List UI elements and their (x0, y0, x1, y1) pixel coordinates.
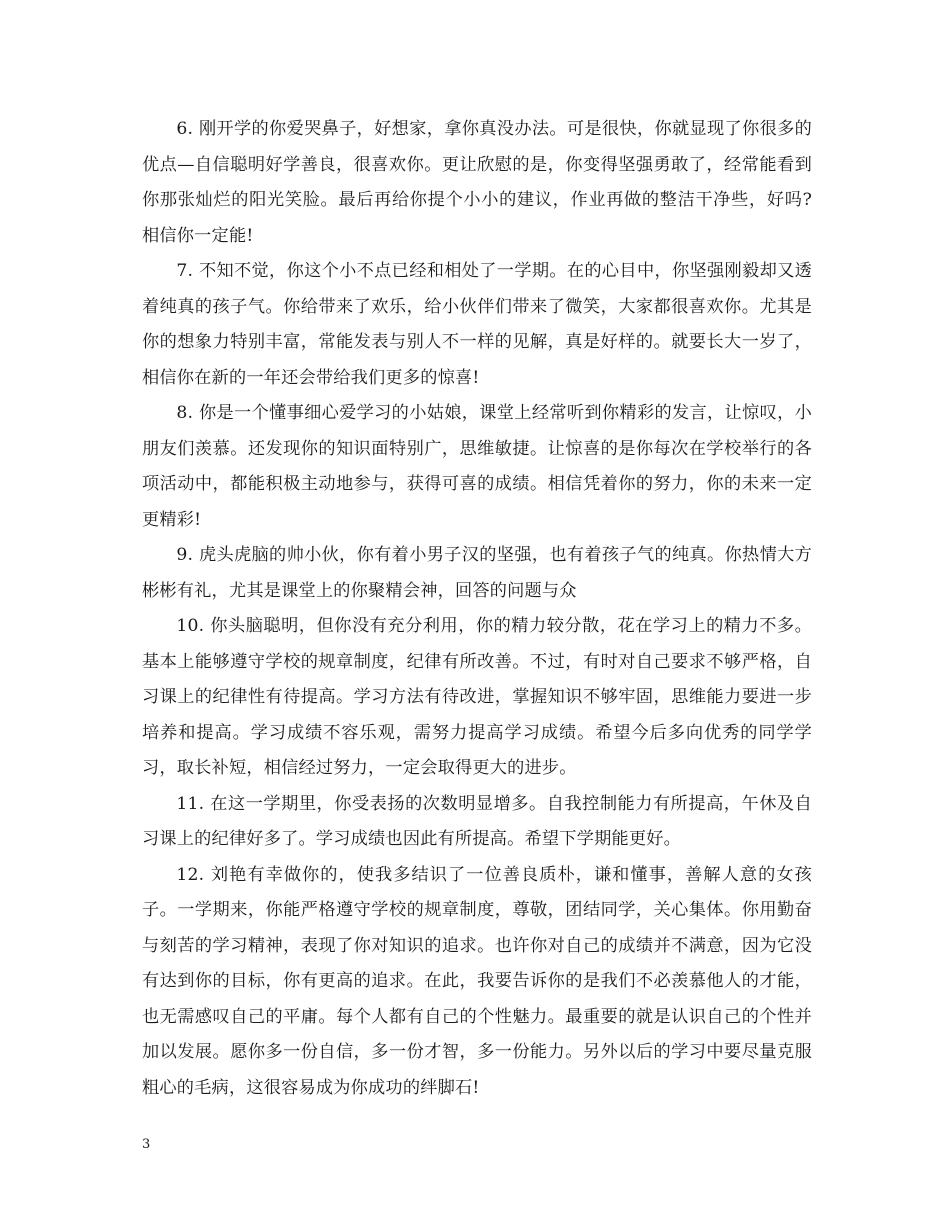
paragraph-7: 7. 不知不觉，你这个小不点已经和相处了一学期。在的心目中，你坚强刚毅却又透着纯真的孩子气。你给带来了欢乐，给小伙伴们带来了微笑，大家都很喜欢你。尤其是你的想象力特别丰富，常能发表与别人不一样的见解，真是好样的。就要长大一岁了，相信你在新的一年还会带给我们更多的惊喜! (142, 261, 812, 388)
paragraph-11: 11. 在这一学期里，你受表扬的次数明显增多。自我控制能力有所提高，午休及自习课上的纪律好多了。学习成绩也因此有所提高。希望下学期能更好。 (142, 793, 812, 849)
paragraph-10: 10. 你头脑聪明，但你没有充分利用，你的精力较分散，花在学习上的精力不多。基本上能够遵守学校的规章制度，纪律有所改善。不过，有时对自己要求不够严格，自习课上的纪律性有待提高。学习方法有待改进，掌握知识不够牢固，思维能力要进一步培养和提高。学习成绩不容乐观，需努力提高学习成绩。希望今后多向优秀的同学学习，取长补短，相信经过努力，一定会取得更大的进步。 (142, 616, 812, 778)
paragraph-9: 9. 虎头虎脑的帅小伙，你有着小男子汉的坚强，也有着孩子气的纯真。你热情大方彬彬有礼，尤其是课堂上的你聚精会神，回答的问题与众 (142, 545, 812, 601)
paragraph-12: 12. 刘艳有幸做你的，使我多结识了一位善良质朴，谦和懂事，善解人意的女孩子。一学期来，你能严格遵守学校的规章制度，尊敬，团结同学，关心集体。你用勤奋与刻苦的学习精神，表现了你对知识的追求。也许你对自己的成绩并不满意，因为它没有达到你的目标，你有更高的追求。在此，我要告诉你的是我们不必羡慕他人的才能，也无需感叹自己的平庸。每个人都有自己的个性魅力。最重要的就是认识自己的个性并加以发展。愿你多一份自信，多一份才智，多一份能力。另外以后的学习中要尽量克服粗心的毛病，这很容易成为你成功的绊脚石! (142, 864, 812, 1098)
document-body (142, 112, 812, 1106)
page-number: 3 (142, 1137, 151, 1152)
paragraph-6: 6. 刚开学的你爱哭鼻子，好想家，拿你真没办法。可是很快，你就显现了你很多的优点—自信聪明好学善良，很喜欢你。更让欣慰的是，你变得坚强勇敢了，经常能看到你那张灿烂的阳光笑脸。最后再给你提个小小的建议，作业再做的整洁干净些，好吗?相信你一定能! (142, 119, 812, 246)
paragraph-8: 8. 你是一个懂事细心爱学习的小姑娘，课堂上经常听到你精彩的发言，让惊叹，小朋友们羡慕。还发现你的知识面特别广，思维敏捷。让惊喜的是你每次在学校举行的各项活动中，都能积极主动地参与，获得可喜的成绩。相信凭着你的努力，你的未来一定更精彩! (142, 403, 812, 530)
